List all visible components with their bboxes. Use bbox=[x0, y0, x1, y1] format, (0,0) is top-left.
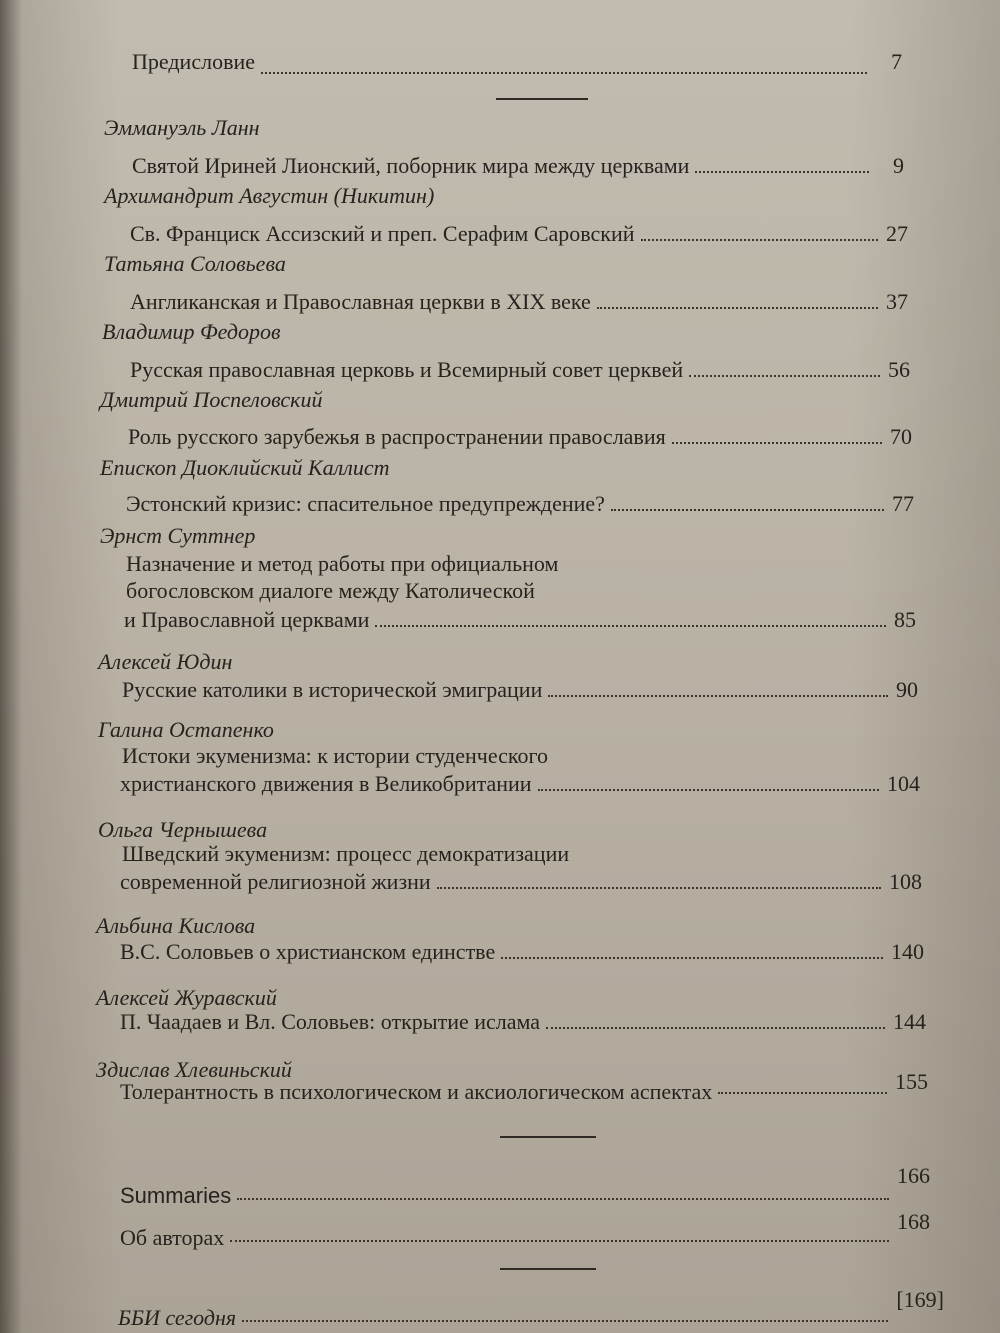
leader-dots bbox=[548, 695, 888, 697]
leader-dots bbox=[611, 509, 884, 511]
section-divider bbox=[500, 1136, 596, 1138]
toc-entry-page: 104 bbox=[887, 771, 920, 796]
toc-entry-page: 140 bbox=[891, 939, 924, 964]
toc-entry bbox=[126, 482, 914, 518]
toc-entry-title: Эстонский кризис: спасительное предупреждение? bbox=[126, 491, 605, 516]
toc-entry bbox=[120, 860, 922, 896]
toc-entry-title: Назначение и метод работы при официальном bbox=[126, 551, 559, 576]
leader-dots bbox=[546, 1027, 885, 1029]
toc-entry-title: Толерантность в психологическом и аксиологическом аспектах bbox=[120, 1079, 713, 1104]
leader-dots bbox=[538, 789, 879, 791]
toc-back-matter bbox=[120, 1163, 930, 1210]
toc-preface bbox=[132, 40, 902, 76]
toc-entry-page: 56 bbox=[888, 357, 910, 382]
leader-dots bbox=[230, 1240, 889, 1242]
toc-entry-title: Роль русского зарубежья в распространении православия bbox=[128, 424, 666, 449]
toc-entry-page: 9 bbox=[893, 153, 904, 178]
toc-back-label: Об авторах bbox=[120, 1225, 225, 1250]
toc-entry-author: Эммануэль Ланн bbox=[104, 115, 260, 140]
section-divider bbox=[500, 1268, 596, 1270]
toc-entry-page: 77 bbox=[892, 491, 914, 516]
toc-preface-label: Предисловие bbox=[132, 49, 255, 74]
toc-appendix bbox=[118, 1287, 944, 1332]
leader-dots bbox=[641, 239, 878, 241]
toc-entry-author: Владимир Федоров bbox=[102, 319, 281, 344]
toc-entry-author: Галина Остапенко bbox=[98, 717, 274, 742]
toc-entry bbox=[122, 668, 918, 704]
toc-entry bbox=[130, 212, 908, 248]
toc-entry-title: Русская православная церковь и Всемирный совет церквей bbox=[130, 357, 684, 382]
toc-entry-title: П. Чаадаев и Вл. Соловьев: открытие ислама bbox=[120, 1009, 541, 1034]
toc-entry-title: современной религиозной жизни bbox=[120, 869, 431, 894]
leader-dots bbox=[237, 1198, 889, 1200]
toc-entry bbox=[124, 598, 916, 634]
leader-dots bbox=[695, 171, 869, 173]
toc-entry bbox=[130, 280, 908, 316]
toc-entry-page: 27 bbox=[886, 221, 908, 246]
leader-dots bbox=[672, 442, 882, 444]
toc-entry-title: Русские католики в исторической эмиграции bbox=[122, 677, 543, 702]
leader-dots bbox=[261, 72, 867, 74]
toc-entry-page: 155 bbox=[895, 1069, 928, 1094]
toc-entry-page: 70 bbox=[890, 424, 912, 449]
toc-back-matter bbox=[120, 1209, 930, 1252]
toc-entry-page: 144 bbox=[893, 1009, 926, 1034]
toc-entry-author: Дмитрий Поспеловский bbox=[100, 387, 323, 412]
toc-entry-author: Татьяна Соловьева bbox=[104, 251, 286, 276]
toc-entry-title: В.С. Соловьев о христианском единстве bbox=[120, 939, 496, 964]
toc-entry bbox=[120, 1070, 928, 1106]
toc-entry bbox=[132, 144, 904, 180]
section-divider bbox=[496, 98, 588, 100]
toc-entry-page: 85 bbox=[894, 607, 916, 632]
toc-entry-author: Архимандрит Августин (Никитин) bbox=[104, 183, 435, 208]
toc-entry-author: Епископ Диоклийский Каллист bbox=[100, 455, 390, 480]
toc-entry-title: Шведский экуменизм: процесс демократизации bbox=[122, 841, 570, 866]
toc-entry-author: Ольга Чернышева bbox=[98, 817, 268, 842]
toc-entry-title: христианского движения в Великобритании bbox=[120, 771, 532, 796]
leader-dots bbox=[437, 887, 881, 889]
toc-entry-author: Здислав Хлевиньский bbox=[96, 1057, 292, 1082]
toc-preface-page: 7 bbox=[891, 49, 902, 74]
toc-back-label: Summaries bbox=[120, 1183, 232, 1208]
toc-entry-title: Англиканская и Православная церкви в XIX веке bbox=[130, 289, 591, 314]
leader-dots bbox=[242, 1320, 888, 1322]
toc-appendix-page: [169] bbox=[896, 1287, 944, 1312]
toc-appendix-label: ББИ сегодня bbox=[118, 1305, 237, 1330]
toc-entry bbox=[120, 930, 924, 966]
toc-entry-page: 108 bbox=[889, 869, 922, 894]
toc-entry-title: и Православной церквами bbox=[124, 607, 370, 632]
toc-entry-page: 37 bbox=[886, 289, 908, 314]
toc-entry-title: Св. Франциск Ассизский и преп. Серафим Саровский bbox=[130, 221, 635, 246]
toc-entry bbox=[130, 348, 910, 384]
toc-entry-author: Альбина Кислова bbox=[96, 913, 256, 938]
leader-dots bbox=[501, 957, 883, 959]
toc-entry bbox=[120, 762, 920, 798]
toc-entry-author: Алексей Журавский bbox=[96, 985, 277, 1010]
toc-entry-author: Эрнст Суттнер bbox=[100, 523, 256, 548]
toc-entry-author: Алексей Юдин bbox=[98, 649, 233, 674]
leader-dots bbox=[375, 625, 886, 627]
page-edge-shadow bbox=[0, 0, 22, 1333]
toc-entry bbox=[120, 1000, 926, 1036]
leader-dots bbox=[597, 307, 878, 309]
toc-back-page: 166 bbox=[897, 1163, 930, 1188]
leader-dots bbox=[718, 1092, 887, 1094]
toc-back-page: 168 bbox=[897, 1209, 930, 1234]
toc-entry-title: богословском диалоге между Католической bbox=[126, 578, 535, 603]
leader-dots bbox=[689, 375, 880, 377]
toc-entry-page: 90 bbox=[896, 677, 918, 702]
toc-entry-title: Святой Ириней Лионский, поборник мира между церквами bbox=[132, 153, 690, 178]
toc-entry-title: Истоки экуменизма: к истории студенческого bbox=[122, 743, 548, 768]
toc-entry bbox=[128, 415, 912, 451]
